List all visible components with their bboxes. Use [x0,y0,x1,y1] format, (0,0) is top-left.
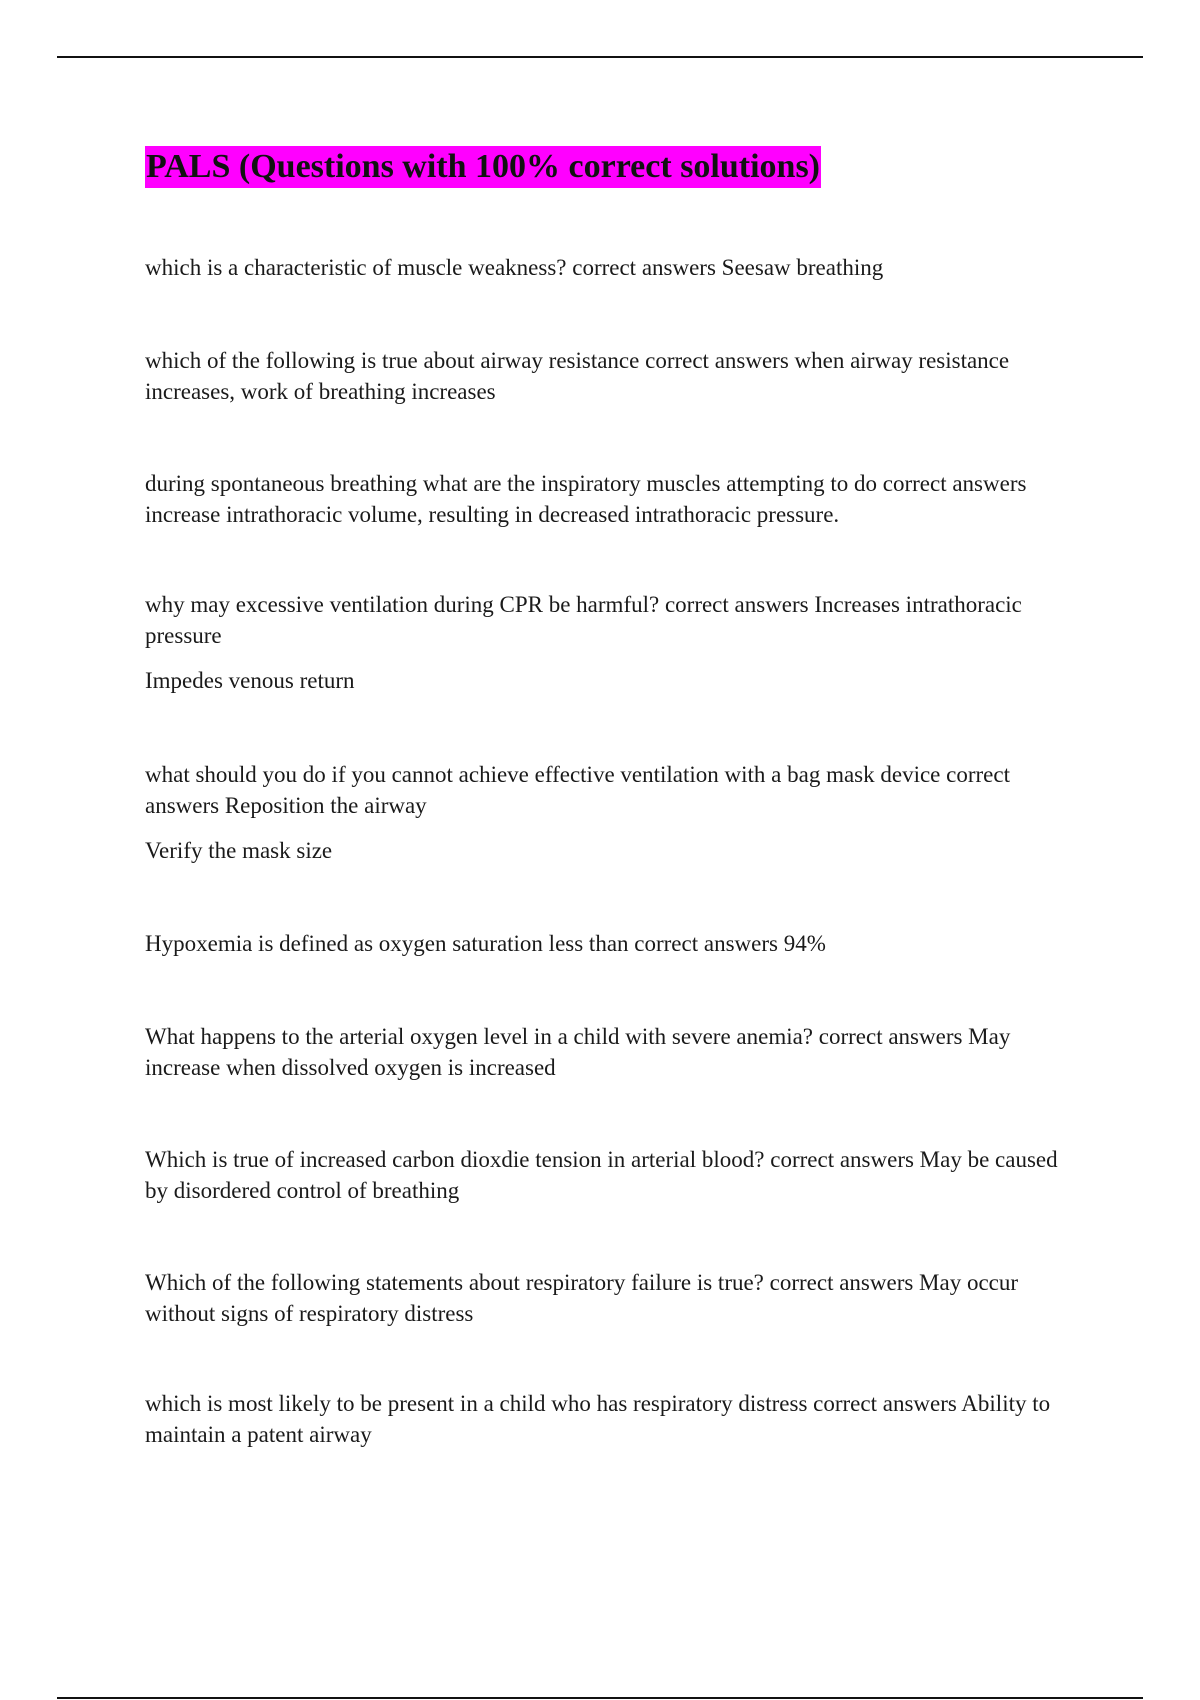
qa-item-10 [145,1388,1085,1450]
qa-item-8 [145,1144,1085,1206]
qa-item-9 [145,1267,1085,1329]
qa-text: why may excessive ventilation during CPR be harmful? correct answers Increases intrathoracic pressure [145,592,1022,648]
qa-extra: Impedes venous return [145,668,355,693]
qa-text: during spontaneous breathing what are the inspiratory muscles attempting to do correct answers increase intrathoracic volume, resulting in decreased intrathoracic pressure. [145,471,1027,527]
qa-text: Which is true of increased carbon dioxdie tension in arterial blood? correct answers May be caused by disordered control of breathing [145,1147,1058,1203]
qa-item-1 [145,252,1085,283]
footer-rule [57,1697,1143,1699]
qa-extra: Verify the mask size [145,838,333,863]
qa-text: Hypoxemia is defined as oxygen saturation less than correct answers 94% [145,931,826,956]
qa-text: What happens to the arterial oxygen level in a child with severe anemia? correct answers May increase when dissolved oxygen is increased [145,1024,1011,1080]
qa-item-3 [145,468,1085,530]
qa-text: which of the following is true about airway resistance correct answers when airway resistance increases, work of breathing increases [145,348,1010,404]
qa-text: which is most likely to be present in a child who has respiratory distress correct answers Ability to maintain a patent airway [145,1391,1051,1447]
document-body [145,146,1085,1447]
qa-item-4 [145,589,1085,696]
qa-text: which is a characteristic of muscle weakness? correct answers Seesaw breathing [145,255,884,280]
qa-text: Which of the following statements about respiratory failure is true? correct answers May occur without signs of respiratory distress [145,1270,1019,1326]
qa-item-6 [145,928,1085,959]
qa-text: what should you do if you cannot achieve effective ventilation with a bag mask device correct answers Reposition the airway [145,762,1010,818]
header-rule [57,56,1143,58]
document-title: PALS (Questions with 100% correct solutions) [145,146,821,188]
qa-item-5 [145,759,1085,866]
qa-item-2 [145,345,1085,407]
qa-item-7 [145,1021,1085,1083]
